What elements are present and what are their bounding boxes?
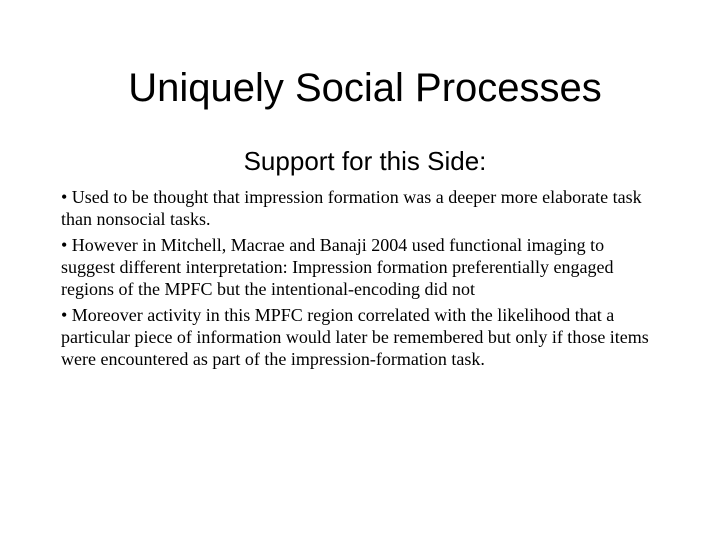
bullet-item: • However in Mitchell, Macrae and Banaji 2004 used functional imaging to suggest different interpretation: Impression formation preferentially engaged regions of the MPFC but the intentional-encoding did not — [61, 235, 614, 299]
bullet-item: • Used to be thought that impression formation was a deeper more elaborate task than nonsocial tasks. — [61, 187, 642, 229]
slide-subtitle: Support for this Side: — [243, 146, 487, 176]
bullet-list — [61, 186, 661, 374]
bullet-item: • Moreover activity in this MPFC region correlated with the likelihood that a particular piece of information would later be remembered but only if those items were encountered as part of the impression-formation task. — [61, 305, 649, 369]
slide-title: Uniquely Social Processes — [128, 66, 602, 110]
